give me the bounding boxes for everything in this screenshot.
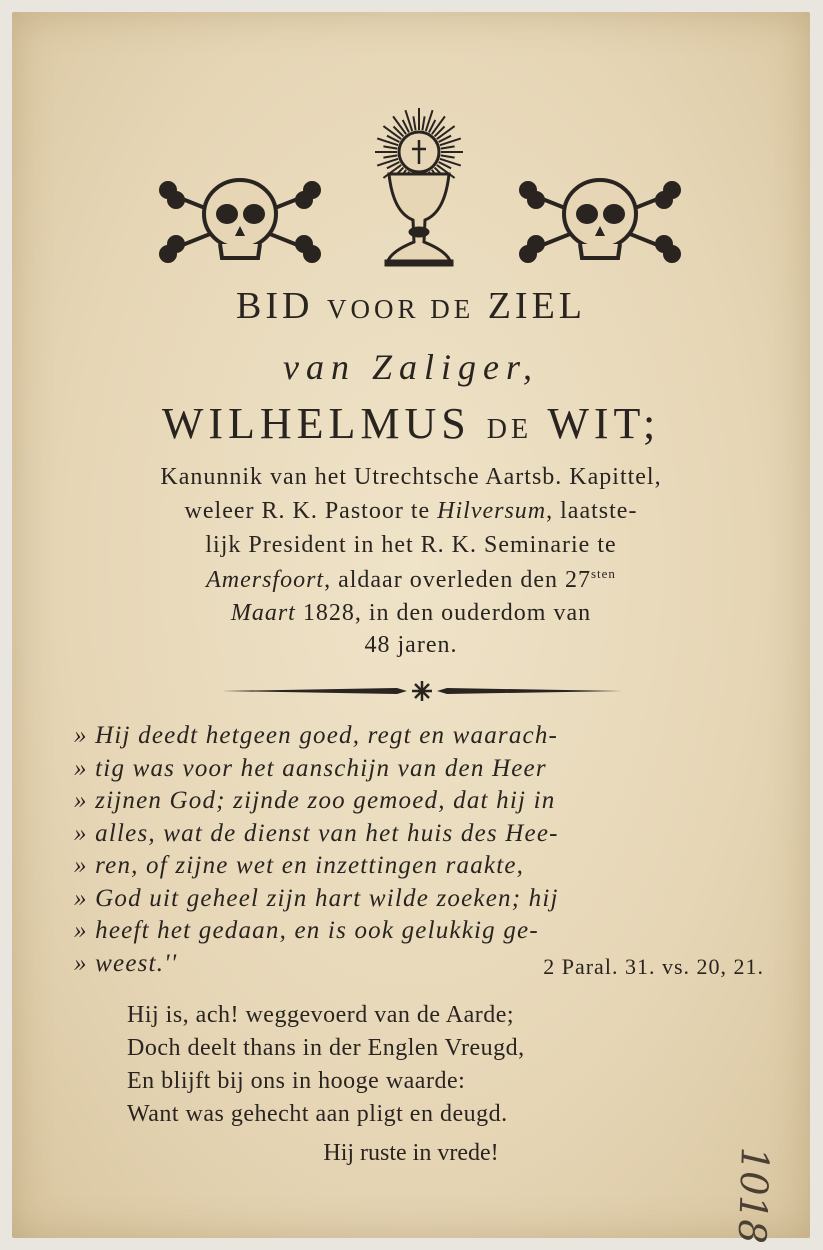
ornamental-divider	[222, 676, 622, 706]
quote-line: » ren, of zijne wet en inzettingen raakte,	[74, 852, 525, 879]
scripture-reference: 2 Paral. 31. vs. 20, 21.	[543, 954, 764, 979]
handwritten-number: 1018	[729, 1146, 778, 1245]
bio-line: lijk President in het R. K. Seminarie te	[205, 532, 617, 558]
poem-line: Hij is, ach! weggevoerd van de Aarde;	[127, 1002, 515, 1028]
bio-line: 48 jaren.	[364, 632, 458, 658]
ornament-band	[12, 92, 810, 272]
quote-line: » Hij deedt hetgeen goed, regt en waarach-	[74, 722, 559, 749]
heading-prayer: BID VOOR DE ZIEL	[236, 285, 586, 327]
bio-line: weleer R. K. Pastoor te Hilversum, laatste-	[184, 498, 638, 524]
bio-line: Maart 1828, in den ouderdom van	[230, 600, 592, 626]
quote-line: » tig was voor het aanschijn van den Heer	[74, 754, 547, 782]
closing-blessing: Hij ruste in vrede!	[323, 1140, 499, 1166]
deceased-name: WILHELMUS DE WIT;	[161, 399, 661, 448]
quote-line: » alles, wat de dienst van het huis des Hee-	[74, 819, 559, 847]
bio-line: Kanunnik van het Utrechtsche Aartsb. Kapittel,	[160, 464, 662, 490]
heading-van-zaliger: van Zaliger,	[282, 347, 539, 387]
quote-line: » zijnen God; zijnde zoo gemoed, dat hij in	[74, 787, 556, 814]
poem-line: Doch deelt thans in der Englen Vreugd,	[127, 1035, 525, 1061]
poem-line: En blijft bij ons in hooge waarde:	[127, 1068, 466, 1094]
quote-line: » God uit geheel zijn hart wilde zoeken; hij	[74, 884, 559, 912]
quote-line: » weest.''	[74, 949, 178, 977]
chalice-host-icon	[375, 108, 463, 266]
memorial-card	[12, 12, 810, 1245]
skull-crossbones-icon	[521, 180, 679, 261]
bio-line: Amersfoort, aldaar overleden den $27^{sten}$	[206, 566, 616, 593]
poem-line: Want was gehecht aan pligt en deugd.	[127, 1101, 508, 1127]
skull-crossbones-icon	[161, 180, 319, 261]
quote-line: » heeft het gedaan, en is ook gelukkig ge-	[74, 917, 539, 944]
star-ornament-icon	[412, 681, 432, 701]
